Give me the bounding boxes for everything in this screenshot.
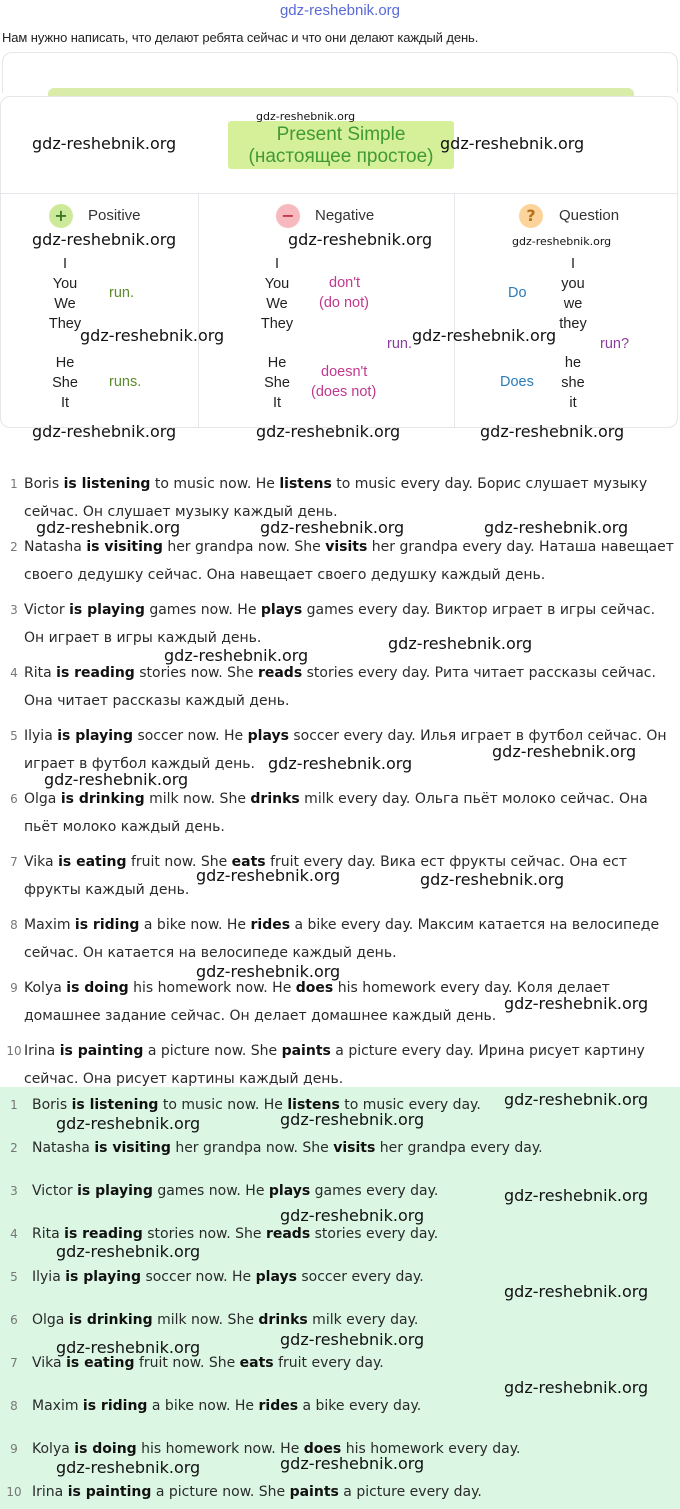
watermark-text: gdz-reshebnik.org: [504, 1378, 649, 1397]
item-number: 4: [10, 666, 18, 680]
verb-form: is riding: [74, 917, 140, 933]
item-number: 1: [10, 477, 18, 491]
divider: [198, 193, 199, 427]
watermark-text: gdz-reshebnik.org: [268, 754, 413, 773]
sentence-text: a bike every day.: [298, 1398, 422, 1414]
verb-form: is playing: [65, 1269, 141, 1285]
sentence-text: Rita: [24, 665, 57, 681]
sentence-text: milk now. She: [144, 791, 251, 807]
pronoun-list-singular: [35, 353, 95, 413]
sentence-text: Rita: [32, 1226, 65, 1242]
question-header: Question: [559, 207, 620, 224]
pronoun: It: [272, 395, 282, 411]
watermark-text: gdz-reshebnik.org: [56, 1458, 201, 1477]
verb-form: is riding: [82, 1398, 148, 1414]
sentence-text: a bike every day. Максим катается на велосипеде сейчас. Он катается на велосипеде каждый день.: [24, 917, 660, 961]
answer-body: [32, 1138, 543, 1158]
pronoun-list-singular: [543, 353, 603, 413]
answer-body: [32, 1439, 520, 1459]
verb-form: paints: [289, 1484, 339, 1500]
question-aux-plural: Do: [508, 285, 527, 301]
pronoun: it: [569, 395, 577, 411]
positive-singular-verb: runs.: [109, 374, 142, 390]
watermark-text: gdz-reshebnik.org: [492, 742, 637, 761]
sentence-body: [24, 1037, 674, 1093]
watermark-text: gdz-reshebnik.org: [256, 422, 401, 441]
verb-form: is listening: [63, 476, 151, 492]
sentence-text: soccer now. He: [133, 728, 248, 744]
verb-form: is eating: [66, 1355, 135, 1371]
pronoun: I: [274, 256, 280, 272]
watermark-text: gdz-reshebnik.org: [288, 230, 433, 249]
pronoun: You: [52, 276, 78, 292]
watermark-text: gdz-reshebnik.org: [480, 422, 625, 441]
item-number: 6: [10, 1313, 18, 1327]
tense-title: [228, 121, 454, 169]
item-number: 6: [10, 792, 18, 806]
sentence-text: a picture now. She: [151, 1484, 290, 1500]
item-number: 10: [6, 1485, 22, 1499]
watermark-text: gdz-reshebnik.org: [504, 1090, 649, 1109]
verb-form: is drinking: [68, 1312, 153, 1328]
item-number: 8: [10, 918, 18, 932]
sentence-text: a picture now. She: [143, 1043, 282, 1059]
divider: [454, 193, 455, 427]
sentence-text: her grandpa every day.: [375, 1140, 543, 1156]
watermark-text: gdz-reshebnik.org: [32, 422, 177, 441]
pronoun: You: [264, 276, 290, 292]
sentence-text: stories every day.: [310, 1226, 439, 1242]
verb-form: visits: [333, 1140, 376, 1156]
watermark-text: gdz-reshebnik.org: [512, 235, 612, 248]
verb-form: rides: [258, 1398, 299, 1414]
watermark-text: gdz-reshebnik.org: [388, 634, 533, 653]
watermark-text: gdz-reshebnik.org: [504, 1186, 649, 1205]
sentence-text: Ilyia: [32, 1269, 66, 1285]
watermark-text: gdz-reshebnik.org: [56, 1338, 201, 1357]
verb-form: is listening: [71, 1097, 159, 1113]
verb-form: eats: [231, 854, 266, 870]
sentence-text: a picture every day.: [338, 1484, 482, 1500]
sentence-text: soccer now. He: [141, 1269, 256, 1285]
answer-body: [32, 1224, 438, 1244]
sentence-text: stories now. She: [134, 665, 258, 681]
watermark-text: gdz-reshebnik.org: [32, 230, 177, 249]
answer-body: [32, 1310, 418, 1330]
sentence-text: to music every day. Борис слушает музыку сейчас. Он слушает музыку каждый день.: [24, 476, 648, 520]
sentence-text: a bike now. He: [139, 917, 251, 933]
sentence-text: Kolya: [32, 1441, 75, 1457]
watermark-text: gdz-reshebnik.org: [32, 134, 177, 153]
pronoun: She: [264, 375, 290, 391]
sentence-text: games every day. Виктор играет в игры сейчас. Он играет в игры каждый день.: [24, 602, 656, 646]
verb-form: reads: [265, 1226, 311, 1242]
verb-form: eats: [239, 1355, 274, 1371]
watermark-text: gdz-reshebnik.org: [36, 518, 181, 537]
sentence-text: to music every day.: [339, 1097, 481, 1113]
negative-singular-aux-full: (does not): [311, 384, 377, 400]
plus-icon: +: [49, 204, 73, 228]
negative-plural-aux-full: (do not): [319, 295, 369, 311]
negative-singular-aux: doesn't: [321, 364, 368, 380]
answer-body: [32, 1396, 421, 1416]
sentence-text: Irina: [24, 1043, 60, 1059]
watermark-text: gdz-reshebnik.org: [484, 518, 629, 537]
verb-form: is painting: [59, 1043, 144, 1059]
watermark-text: gdz-reshebnik.org: [44, 770, 189, 789]
answer-body: [32, 1267, 424, 1287]
pronoun: We: [54, 296, 76, 312]
verb-form: does: [295, 980, 334, 996]
pronoun: they: [559, 316, 587, 332]
sentence-text: Boris: [32, 1097, 72, 1113]
pronoun: I: [570, 256, 576, 272]
verb-form: is visiting: [94, 1140, 171, 1156]
watermark-text: gdz-reshebnik.org: [56, 1114, 201, 1133]
minus-icon: −: [276, 204, 300, 228]
watermark-text: gdz-reshebnik.org: [504, 1282, 649, 1301]
sentence-text: Vika: [24, 854, 59, 870]
sentence-text: a bike now. He: [147, 1398, 259, 1414]
item-number: 1: [10, 1098, 18, 1112]
card-frame: [2, 52, 678, 93]
pronoun-list-plural: [35, 254, 95, 334]
sentence-text: soccer every day. Илья играет в футбол сейчас. Он играет в футбол каждый день.: [24, 728, 667, 772]
sentence-text: games now. He: [144, 602, 261, 618]
answer-body: [32, 1482, 482, 1502]
watermark-text: gdz-reshebnik.org: [260, 518, 405, 537]
verb-form: is playing: [57, 728, 133, 744]
sentence-text: fruit now. She: [126, 854, 232, 870]
verb-form: listens: [287, 1097, 340, 1113]
watermark-text: gdz-reshebnik.org: [196, 866, 341, 885]
item-number: 2: [10, 1141, 18, 1155]
question-aux-singular: Does: [500, 374, 534, 390]
item-number: 9: [10, 981, 18, 995]
watermark-text: gdz-reshebnik.org: [504, 994, 649, 1013]
item-number: 9: [10, 1442, 18, 1456]
sentence-text: her grandpa now. She: [170, 1140, 334, 1156]
item-number: 2: [10, 540, 18, 554]
negative-verb: run.: [387, 336, 412, 352]
sentence-text: Olga: [32, 1312, 69, 1328]
sentence-text: Natasha: [24, 539, 87, 555]
watermark-text: gdz-reshebnik.org: [280, 1206, 425, 1225]
sentence-text: a picture every day. Ирина рисует картину сейчас. Она рисует картины каждый день.: [24, 1043, 645, 1087]
item-number: 3: [10, 1184, 18, 1198]
sentence-text: Natasha: [32, 1140, 95, 1156]
sentence-text: milk every day. Ольга пьёт молоко сейчас. Она пьёт молоко каждый день.: [24, 791, 648, 835]
task-intro: Нам нужно написать, что делают ребята сейчас и что они делают каждый день.: [2, 30, 479, 45]
verb-form: is drinking: [60, 791, 145, 807]
sentence-text: her grandpa every day. Наташа навещает своего дедушку сейчас. Она навещает своего дедушку каждый день.: [24, 539, 674, 583]
sentence-text: soccer every day.: [296, 1269, 424, 1285]
sentence-text: Maxim: [24, 917, 75, 933]
verb-form: is painting: [67, 1484, 152, 1500]
sentence-text: fruit now. She: [134, 1355, 240, 1371]
sentence-body: [24, 596, 674, 652]
sentence-text: fruit every day. Вика ест фрукты сейчас. Она ест фрукты каждый день.: [24, 854, 628, 898]
item-number: 8: [10, 1399, 18, 1413]
sentence-text: her grandpa now. She: [162, 539, 326, 555]
pronoun: She: [52, 375, 78, 391]
watermark-text: gdz-reshebnik.org: [280, 1110, 425, 1129]
item-number: 3: [10, 603, 18, 617]
pronoun: He: [267, 355, 287, 371]
watermark-text: gdz-reshebnik.org: [80, 326, 225, 345]
verb-form: is eating: [58, 854, 127, 870]
verb-form: is reading: [64, 1226, 143, 1242]
sentence-body: [24, 785, 674, 841]
negative-header: Negative: [315, 207, 375, 224]
watermark-text: gdz-reshebnik.org: [280, 1454, 425, 1473]
verb-form: plays: [247, 728, 289, 744]
sentence-text: his homework every day. Коля делает домашнее задание сейчас. Он делает домашнее каждый день.: [24, 980, 610, 1024]
sentence-text: Maxim: [32, 1398, 83, 1414]
watermark-text: gdz-reshebnik.org: [256, 110, 356, 123]
sentence-text: Kolya: [24, 980, 67, 996]
verb-form: paints: [281, 1043, 331, 1059]
positive-header: Positive: [88, 207, 141, 224]
watermark-text: gdz-reshebnik.org: [440, 134, 585, 153]
verb-form: is playing: [69, 602, 145, 618]
tense-title-en: Present Simple: [276, 124, 406, 145]
sentence-text: fruit every day.: [273, 1355, 384, 1371]
sentence-text: to music now. He: [158, 1097, 288, 1113]
item-number: 7: [10, 1356, 18, 1370]
verb-form: reads: [257, 665, 303, 681]
pronoun: We: [266, 296, 288, 312]
verb-form: listens: [279, 476, 332, 492]
verb-form: drinks: [258, 1312, 308, 1328]
watermark-text: gdz-reshebnik.org: [280, 1330, 425, 1349]
pronoun: They: [260, 316, 294, 332]
sentence-text: his homework now. He: [136, 1441, 304, 1457]
sentence-text: Vika: [32, 1355, 67, 1371]
sentence-text: games every day.: [310, 1183, 439, 1199]
sentence-text: games now. He: [152, 1183, 269, 1199]
item-number: 10: [6, 1044, 22, 1058]
sentence-body: [24, 659, 674, 715]
sentence-text: Ilyia: [24, 728, 58, 744]
verb-form: visits: [325, 539, 368, 555]
pronoun: It: [60, 395, 70, 411]
verb-form: plays: [260, 602, 303, 618]
sentence-text: Victor: [24, 602, 70, 618]
watermark-text: gdz-reshebnik.org: [164, 646, 309, 665]
pronoun: you: [561, 276, 585, 292]
sentence-text: Victor: [32, 1183, 78, 1199]
sentence-text: Boris: [24, 476, 64, 492]
verb-form: is visiting: [86, 539, 163, 555]
verb-form: plays: [255, 1269, 297, 1285]
pronoun-list-singular: [247, 353, 307, 413]
verb-form: does: [303, 1441, 342, 1457]
sentence-text: his homework every day.: [341, 1441, 521, 1457]
sentence-text: his homework now. He: [128, 980, 296, 996]
verb-form: drinks: [250, 791, 300, 807]
item-number: 7: [10, 855, 18, 869]
answer-body: [32, 1181, 438, 1201]
sentence-text: stories now. She: [142, 1226, 266, 1242]
negative-plural-aux: don't: [329, 275, 360, 291]
pronoun: They: [48, 316, 82, 332]
tense-title-ru: (настоящее простое): [248, 146, 434, 167]
divider: [1, 193, 677, 194]
sentence-text: Irina: [32, 1484, 68, 1500]
verb-form: is doing: [66, 980, 129, 996]
pronoun: we: [563, 296, 583, 312]
question-verb: run?: [600, 336, 630, 352]
pronoun: He: [55, 355, 75, 371]
verb-form: is doing: [74, 1441, 137, 1457]
item-number: 4: [10, 1227, 18, 1241]
sentence-text: stories every day. Рита читает рассказы сейчас. Она читает рассказы каждый день.: [24, 665, 656, 709]
sentence-text: milk every day.: [307, 1312, 419, 1328]
sentence-body: [24, 533, 674, 589]
question-icon: ?: [519, 204, 543, 228]
item-number: 5: [10, 1270, 18, 1284]
watermark-text: gdz-reshebnik.org: [412, 326, 557, 345]
sentence-body: [24, 848, 674, 904]
verb-form: rides: [250, 917, 291, 933]
pronoun: I: [62, 256, 68, 272]
sentence-text: Olga: [24, 791, 61, 807]
pronoun-list-plural: [247, 254, 307, 334]
sentence-text: to music now. He: [150, 476, 280, 492]
pronoun: he: [564, 355, 582, 371]
positive-plural-verb: run.: [109, 285, 134, 301]
watermark-text: gdz-reshebnik.org: [196, 962, 341, 981]
watermark-text: gdz-reshebnik.org: [420, 870, 565, 889]
site-header-link[interactable]: gdz-reshebnik.org: [279, 2, 401, 19]
sentence-body: [24, 911, 674, 967]
verb-form: plays: [268, 1183, 311, 1199]
watermark-text: gdz-reshebnik.org: [56, 1242, 201, 1261]
pronoun: she: [561, 375, 585, 391]
pronoun-list-plural: [543, 254, 603, 334]
sentence-text: milk now. She: [152, 1312, 259, 1328]
verb-form: is playing: [77, 1183, 153, 1199]
item-number: 5: [10, 729, 18, 743]
verb-form: is reading: [56, 665, 135, 681]
